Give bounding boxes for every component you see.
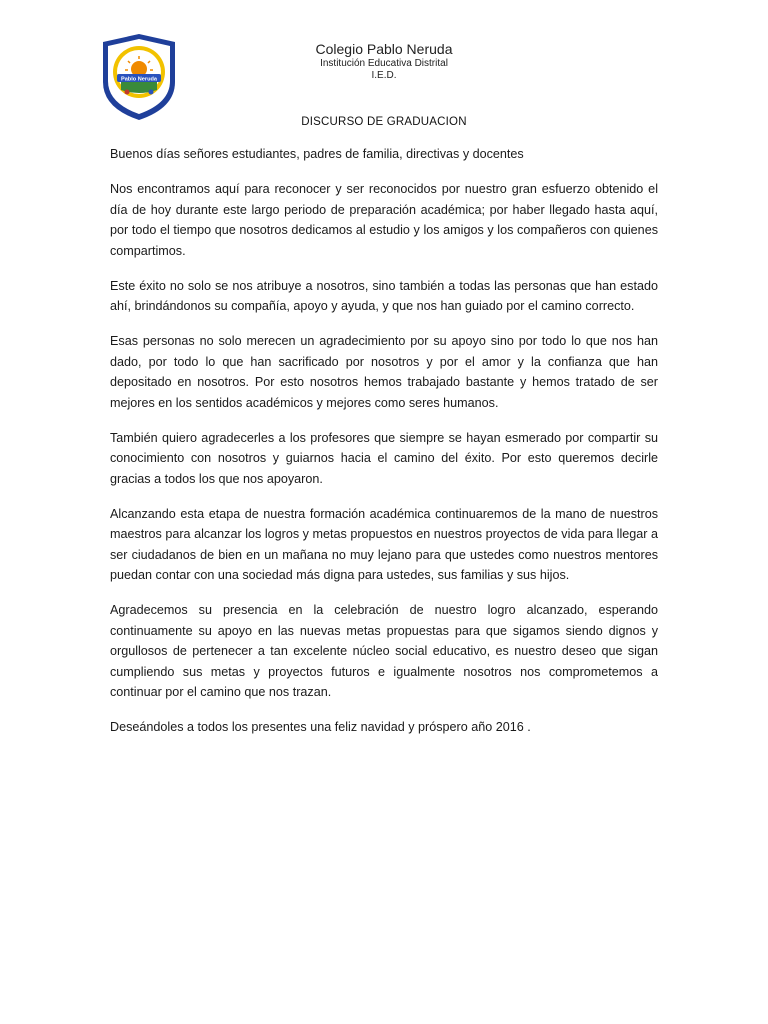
paragraph-4: También quiero agradecerles a los profesores que siempre se hayan esmerado por compartir su conocimiento con nosotros y guiarnos hacia el camino del éxito. Por esto queremos decirle gracias a todos los que nos apoyaron. (110, 430, 658, 486)
paragraph-3: Esas personas no solo merecen un agradecimiento por su apoyo sino por todo lo que nos han dado, por todo lo que han sacrificado por nosotros y por el amor y la confianza que han depositado en nosotros. Por esto nosotros hemos trabajado bastante y hemos tratado de ser mejores en los sentidos académicos y mejores como seres humanos. (110, 334, 658, 410)
paragraph-6: Agradecemos su presencia en la celebración de nuestro logro alcanzado, esperando continuamente su apoyo en las nuevas metas propuestas para que sigamos siendo dignos y orgullosos de pertenecer a tan excelente núcleo social educativo, es nuestro deseo que sigan cumpliendo sus metas y proyectos futuros e igualmente nosotros nos comprometemos a continuar por el camino que nos trazan. (110, 603, 658, 699)
institution-type: Institución Educativa Distrital (320, 58, 448, 69)
school-name: Colegio Pablo Neruda (315, 41, 453, 57)
paragraph-1: Nos encontramos aquí para reconocer y ser reconocidos por nuestro gran esfuerzo obtenido el día de hoy durante este largo periodo de preparación académica; por haber llegado hasta aquí, por todo el tiempo que nosotros dedicamos al estudio y los amigos y los compañeros con quienes compartimos. (110, 182, 658, 258)
greeting: Buenos días señores estudiantes, padres de familia, directivas y docentes (110, 147, 524, 161)
letterhead (234, 40, 534, 82)
school-shield-logo (97, 32, 181, 122)
closing-line: Deseándoles a todos los presentes una feliz navidad y próspero año 2016 . (110, 720, 531, 734)
paragraph-2: Este éxito no solo se nos atribuye a nosotros, sino también a todas las personas que han estado ahí, brindándonos su compañía, apoyo y ayuda, y que nos han guiado por el camino correcto. (110, 278, 658, 313)
paragraph-5: Alcanzando esta etapa de nuestra formación académica continuaremos de la mano de nuestros maestros para alcanzar los logros y metas propuestos en nuestros proyectos de vida para llegar a ser ciudadanos de bien en un mañana no muy lejano para que ustedes como nuestros mentores puedan contar con una sociedad más digna para ustedes, sus familias y sus hijos. (110, 506, 658, 582)
speech-body (110, 144, 658, 752)
document-title: DISCURSO DE GRADUACION (301, 116, 467, 128)
logo-text: Pablo Neruda (120, 76, 158, 83)
ied-label: I.E.D. (371, 70, 397, 81)
